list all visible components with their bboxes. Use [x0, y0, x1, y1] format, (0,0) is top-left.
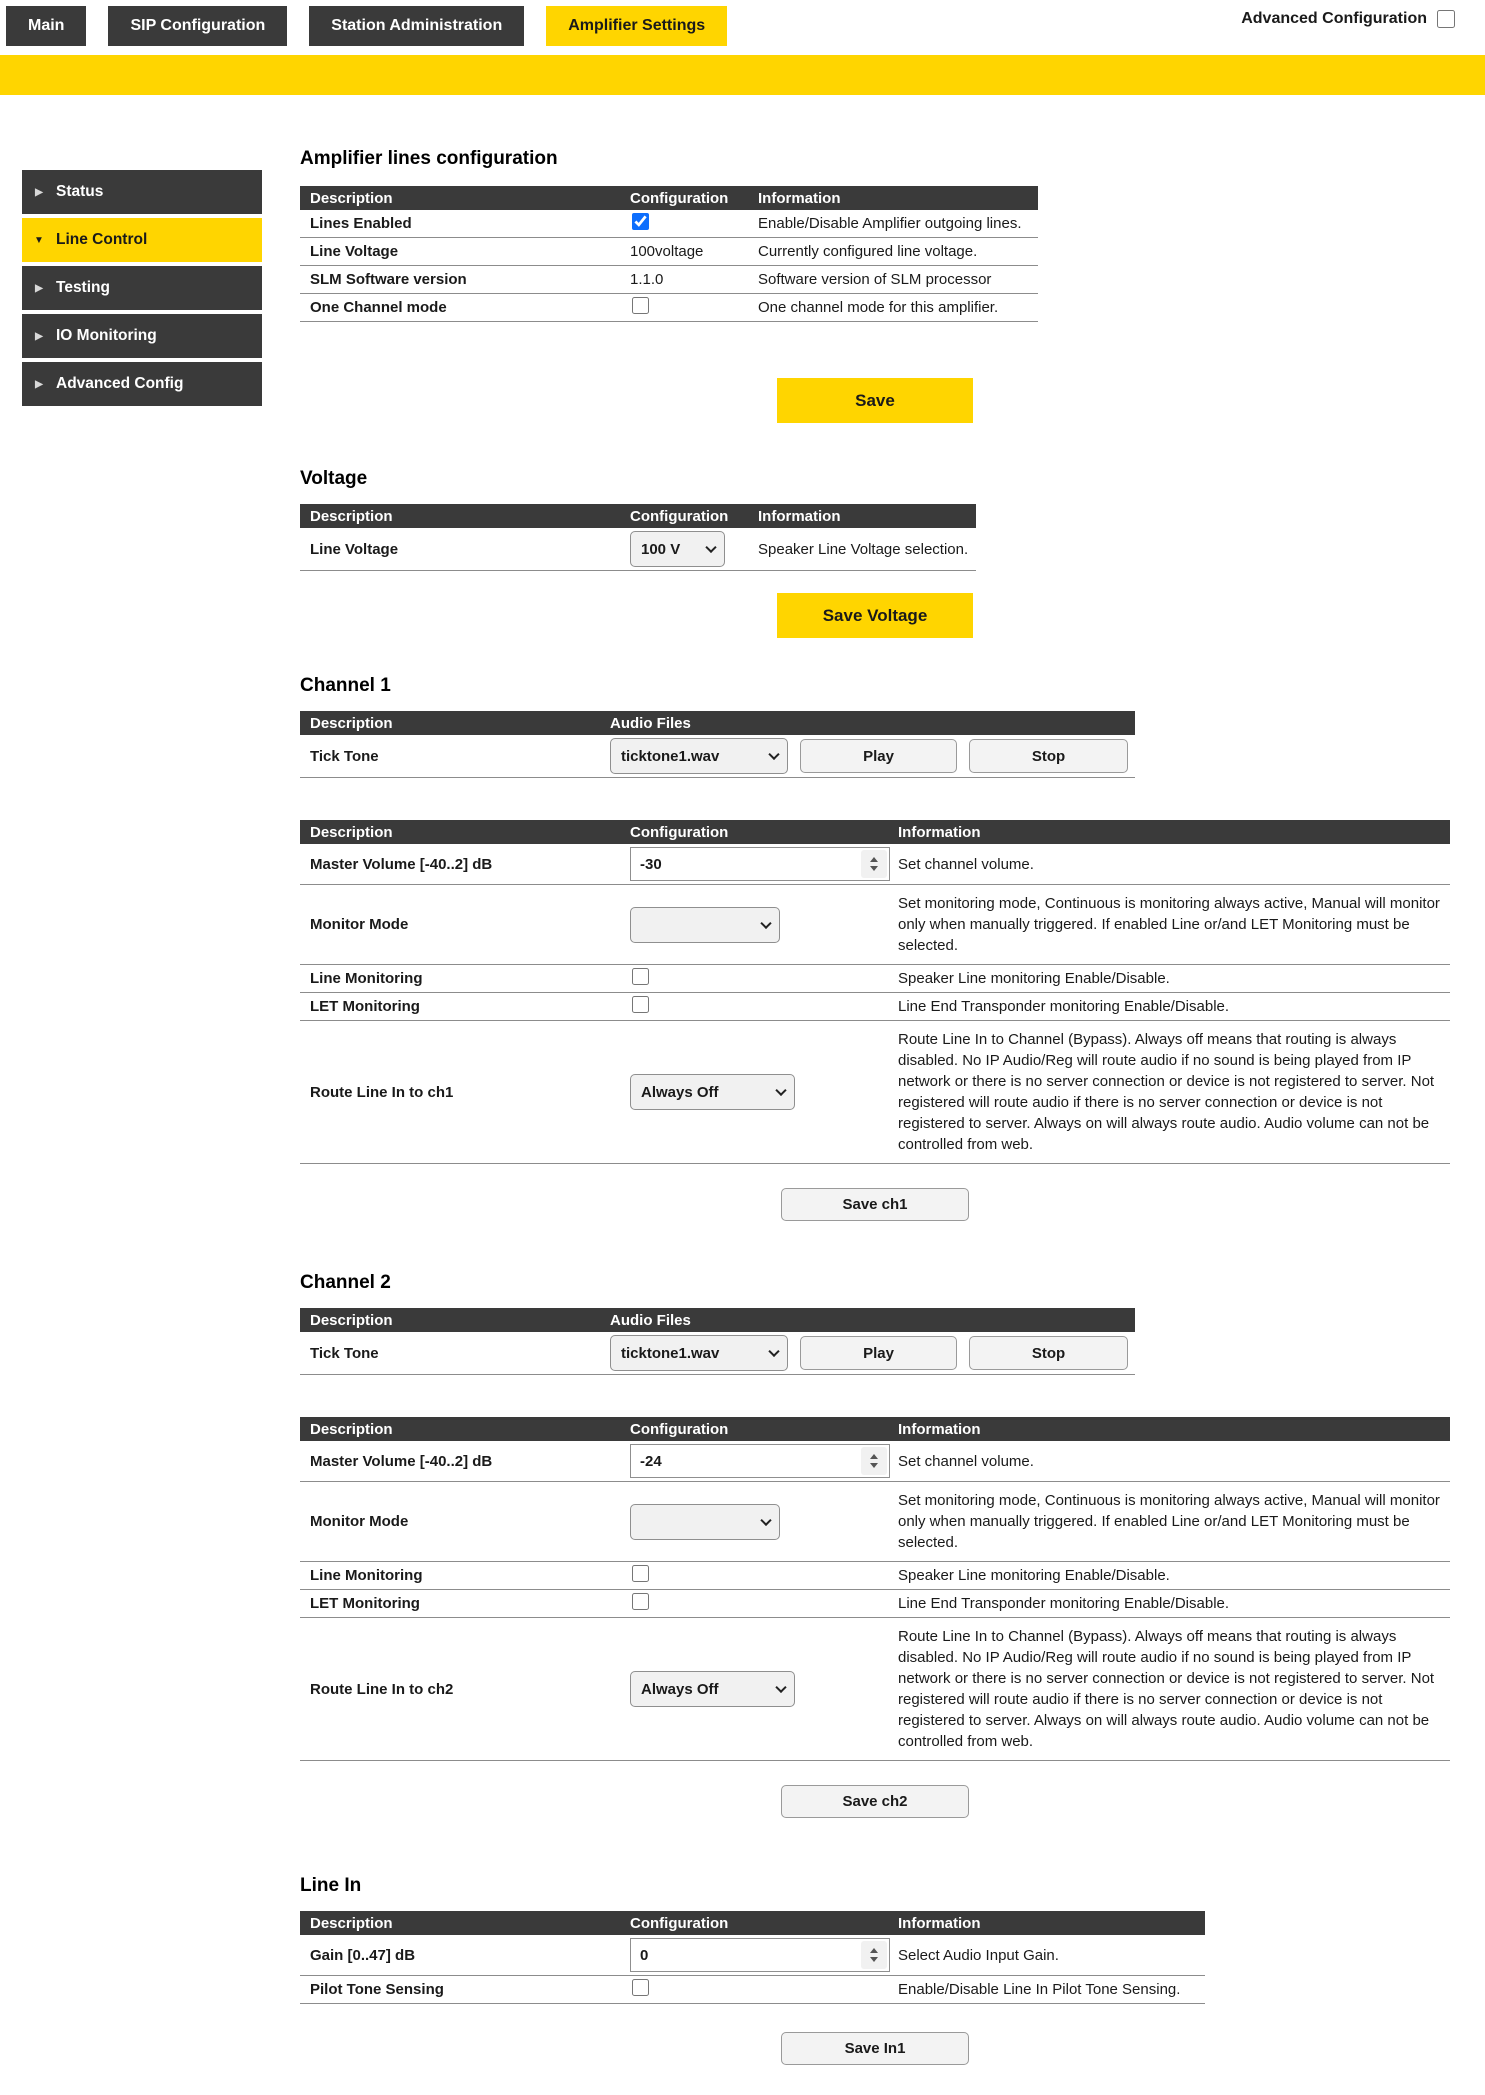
- save-ch1-button[interactable]: Save ch1: [781, 1188, 969, 1221]
- top-bar: [0, 0, 1485, 55]
- save-button[interactable]: Save: [777, 378, 973, 423]
- row-info: Enable/Disable Amplifier outgoing lines.: [758, 215, 1022, 232]
- row-label: LET Monitoring: [310, 1595, 420, 1612]
- sidebar-item-advanced-config[interactable]: [22, 362, 262, 406]
- table-row: [300, 1441, 1450, 1482]
- channel1-line-monitoring-checkbox[interactable]: [632, 968, 649, 985]
- spinner-down-icon[interactable]: [870, 1957, 878, 1962]
- section-title-channel2: Channel 2: [300, 1272, 391, 1293]
- advanced-configuration-checkbox[interactable]: [1437, 10, 1455, 28]
- row-info: Select Audio Input Gain.: [898, 1946, 1059, 1964]
- sidebar-item-line-control[interactable]: [22, 218, 262, 262]
- channel1-monitor-mode-select[interactable]: [630, 907, 780, 943]
- row-info: Speaker Line monitoring Enable/Disable.: [898, 1567, 1170, 1584]
- row-info: Set monitoring mode, Continuous is monitoring always active, Manual will monitor only when manually triggered. If enabled Line or/and LET Monitoring must be selected.: [898, 895, 1440, 954]
- sidebar-item-io-monitoring[interactable]: [22, 314, 262, 358]
- column-information: Information: [898, 1420, 981, 1438]
- row-label: Master Volume [-40..2] dB: [310, 855, 493, 873]
- row-info: Set channel volume.: [898, 1452, 1034, 1470]
- column-audio-files: Audio Files: [610, 714, 691, 732]
- column-information: Information: [898, 1914, 981, 1932]
- number-spinner[interactable]: [861, 850, 887, 878]
- channel2-master-volume-input[interactable]: [630, 1444, 890, 1478]
- row-label: Lines Enabled: [310, 215, 412, 232]
- table-row: [300, 1482, 1450, 1562]
- slm-version-value: 1.1.0: [630, 271, 664, 288]
- row-info: Currently configured line voltage.: [758, 243, 978, 260]
- channel2-stop-button[interactable]: Stop: [969, 1336, 1128, 1370]
- channel2-tick-tone-select[interactable]: [610, 1335, 788, 1371]
- row-info: Line End Transponder monitoring Enable/Disable.: [898, 1595, 1230, 1612]
- chevron-right-icon: ▶: [35, 378, 43, 390]
- table-row: [300, 210, 1038, 238]
- sidebar: [22, 170, 262, 410]
- accent-band: [0, 55, 1485, 95]
- chevron-right-icon: ▶: [35, 330, 43, 342]
- line-in-gain-input[interactable]: [630, 1938, 890, 1972]
- chevron-right-icon: ▶: [35, 282, 43, 294]
- spinner-up-icon[interactable]: [870, 1454, 878, 1459]
- column-description: Description: [310, 1311, 393, 1329]
- advanced-configuration-label: Advanced Configuration: [1241, 10, 1427, 27]
- channel2-monitor-mode-select[interactable]: [630, 1504, 780, 1540]
- tab-amplifier-settings[interactable]: Amplifier Settings: [546, 6, 727, 46]
- table-header: [300, 504, 976, 528]
- row-info: Set monitoring mode, Continuous is monitoring always active, Manual will monitor only when manually triggered. If enabled Line or/and LET Monitoring must be selected.: [898, 1492, 1440, 1551]
- row-label: Route Line In to ch1: [310, 1083, 454, 1101]
- save-voltage-button[interactable]: Save Voltage: [777, 593, 973, 638]
- row-info: Speaker Line monitoring Enable/Disable.: [898, 970, 1170, 987]
- row-label: Master Volume [-40..2] dB: [310, 1452, 493, 1470]
- channel2-audio-table: [300, 1308, 1135, 1375]
- amplifier-lines-table: [300, 186, 1038, 322]
- channel1-route-line-in-select[interactable]: [630, 1074, 795, 1110]
- table-header: [300, 1308, 1135, 1332]
- voltage-table: [300, 504, 976, 571]
- save-in1-button[interactable]: Save In1: [781, 2032, 969, 2065]
- table-row: [300, 1976, 1205, 2004]
- save-ch2-button[interactable]: Save ch2: [781, 1785, 969, 1818]
- column-information: Information: [758, 507, 841, 525]
- channel2-route-line-in-select[interactable]: [630, 1671, 795, 1707]
- table-row: [300, 965, 1450, 993]
- table-header: [300, 186, 1038, 210]
- sidebar-item-label: Testing: [56, 279, 110, 296]
- row-label: Line Monitoring: [310, 970, 423, 987]
- channel2-line-monitoring-checkbox[interactable]: [632, 1565, 649, 1582]
- column-configuration: Configuration: [630, 1914, 729, 1932]
- main-content: [300, 147, 1485, 2095]
- channel1-config-table: [300, 820, 1450, 1164]
- section-title-line-in: Line In: [300, 1875, 362, 1896]
- channel1-tick-tone-select[interactable]: [610, 738, 788, 774]
- line-in-table: [300, 1911, 1205, 2004]
- column-audio-files: Audio Files: [610, 1311, 691, 1329]
- table-row: [300, 993, 1450, 1021]
- channel1-audio-table: [300, 711, 1135, 778]
- table-row: [300, 528, 976, 571]
- table-row: [300, 1935, 1205, 1976]
- line-voltage-select[interactable]: [630, 531, 725, 567]
- row-label: Line Voltage: [310, 540, 399, 558]
- table-row: [300, 735, 1135, 778]
- tab-station-administration[interactable]: Station Administration: [309, 6, 524, 46]
- section-title-voltage: Voltage: [300, 468, 368, 489]
- channel1-let-monitoring-checkbox[interactable]: [632, 996, 649, 1013]
- tab-sip-configuration[interactable]: SIP Configuration: [108, 6, 287, 46]
- pilot-tone-sensing-checkbox[interactable]: [632, 1979, 649, 1996]
- chevron-right-icon: ▶: [35, 186, 43, 198]
- row-info: Set channel volume.: [898, 855, 1034, 873]
- table-header: [300, 1417, 1450, 1441]
- column-description: Description: [310, 714, 393, 732]
- table-row: [300, 844, 1450, 885]
- column-configuration: Configuration: [630, 507, 729, 525]
- channel2-play-button[interactable]: Play: [800, 1336, 957, 1370]
- row-label: Tick Tone: [310, 747, 379, 765]
- spinner-up-icon[interactable]: [870, 857, 878, 862]
- line-in-gain-value[interactable]: [631, 1939, 859, 1971]
- table-row: [300, 294, 1038, 322]
- table-row: [300, 1618, 1450, 1761]
- sidebar-item-label: IO Monitoring: [56, 327, 157, 344]
- column-configuration: Configuration: [630, 823, 729, 841]
- column-information: Information: [898, 823, 981, 841]
- spinner-down-icon[interactable]: [870, 866, 878, 871]
- row-label: One Channel mode: [310, 299, 447, 316]
- table-row: [300, 1562, 1450, 1590]
- top-tabs: [6, 6, 727, 46]
- row-info: One channel mode for this amplifier.: [758, 299, 999, 316]
- tab-main[interactable]: Main: [6, 6, 86, 46]
- column-configuration: Configuration: [630, 189, 729, 207]
- row-info: Route Line In to Channel (Bypass). Always off means that routing is always disabled. No IP Audio/Reg will route audio if no sound is being played from IP network or there is no server connection or device is not registered to server. Not registered will route audio if there is no server connection or device is not registered to server. Always on will always route audio. Audio volume can not be controlled from web.: [898, 1628, 1435, 1750]
- channel1-master-volume-value[interactable]: [631, 848, 859, 880]
- table-header: [300, 820, 1450, 844]
- channel1-stop-button[interactable]: Stop: [969, 739, 1128, 773]
- spinner-up-icon[interactable]: [870, 1948, 878, 1953]
- column-description: Description: [310, 507, 393, 525]
- channel2-master-volume-value[interactable]: [631, 1445, 859, 1477]
- row-info: Route Line In to Channel (Bypass). Always off means that routing is always disabled. No IP Audio/Reg will route audio if no sound is being played from IP network or there is no server connection or device is not registered to server. Not registered will route audio if there is no server connection or device is not registered to server. Always on will always route audio. Audio volume can not be controlled from web.: [898, 1031, 1435, 1153]
- row-label: Line Monitoring: [310, 1567, 423, 1584]
- column-description: Description: [310, 1914, 393, 1932]
- row-info: Enable/Disable Line In Pilot Tone Sensing.: [898, 1981, 1181, 1998]
- spinner-down-icon[interactable]: [870, 1463, 878, 1468]
- row-label: Monitor Mode: [310, 916, 409, 933]
- chevron-down-icon: ▼: [34, 234, 44, 246]
- row-label: Monitor Mode: [310, 1513, 409, 1530]
- row-label: Tick Tone: [310, 1344, 379, 1362]
- row-label: LET Monitoring: [310, 998, 420, 1015]
- column-description: Description: [310, 189, 393, 207]
- table-row: [300, 266, 1038, 294]
- advanced-configuration-toggle[interactable]: [1241, 10, 1455, 28]
- number-spinner[interactable]: [861, 1447, 887, 1475]
- table-row: [300, 885, 1450, 965]
- table-row: [300, 1021, 1450, 1164]
- column-description: Description: [310, 823, 393, 841]
- row-label: SLM Software version: [310, 271, 467, 288]
- channel1-play-button[interactable]: Play: [800, 739, 957, 773]
- sidebar-item-label: Status: [56, 183, 104, 200]
- sidebar-item-label: Advanced Config: [56, 375, 184, 392]
- line-voltage-value: 100voltage: [630, 243, 704, 260]
- row-info: Line End Transponder monitoring Enable/Disable.: [898, 998, 1230, 1015]
- table-row: [300, 1332, 1135, 1375]
- sidebar-item-label: Line Control: [56, 231, 148, 248]
- column-description: Description: [310, 1420, 393, 1438]
- row-label: Pilot Tone Sensing: [310, 1981, 444, 1998]
- column-information: Information: [758, 189, 841, 207]
- channel2-let-monitoring-checkbox[interactable]: [632, 1593, 649, 1610]
- number-spinner[interactable]: [861, 1941, 887, 1969]
- table-header: [300, 711, 1135, 735]
- table-header: [300, 1911, 1205, 1935]
- table-row: [300, 1590, 1450, 1618]
- row-label: Line Voltage: [310, 243, 399, 260]
- channel1-master-volume-input[interactable]: [630, 847, 890, 881]
- section-title-amplifier-lines: Amplifier lines configuration: [300, 148, 558, 169]
- sidebar-item-testing[interactable]: [22, 266, 262, 310]
- section-title-channel1: Channel 1: [300, 675, 391, 696]
- column-configuration: Configuration: [630, 1420, 729, 1438]
- channel2-config-table: [300, 1417, 1450, 1761]
- row-label: Route Line In to ch2: [310, 1680, 454, 1698]
- row-info: Software version of SLM processor: [758, 271, 992, 288]
- sidebar-item-status[interactable]: [22, 170, 262, 214]
- one-channel-mode-checkbox[interactable]: [632, 297, 649, 314]
- lines-enabled-checkbox[interactable]: [632, 213, 649, 230]
- table-row: [300, 238, 1038, 266]
- row-label: Gain [0..47] dB: [310, 1946, 416, 1964]
- row-info: Speaker Line Voltage selection.: [758, 540, 969, 558]
